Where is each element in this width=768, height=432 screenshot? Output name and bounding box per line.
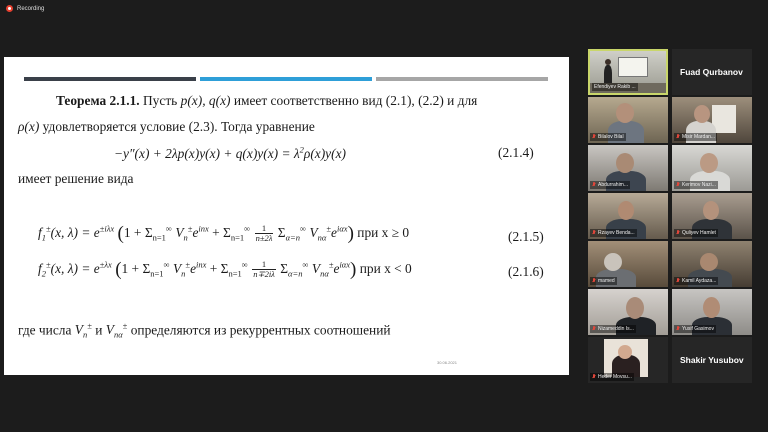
participant-name-bar bbox=[590, 277, 617, 285]
theorem-last-line: где числа $V_n^\pm$ и $V_{n\alpha}^\pm$ определяются из рекуррентных соотношений bbox=[18, 321, 391, 341]
muted-mic-icon bbox=[676, 230, 680, 236]
muted-mic-icon bbox=[592, 278, 596, 284]
participant-name: Yusif Gasimov bbox=[682, 326, 714, 332]
line2-math: ρ(x) bbox=[18, 119, 40, 134]
recording-indicator[interactable] bbox=[6, 5, 44, 12]
participant-tile-yusif[interactable] bbox=[672, 289, 752, 335]
participant-tile-heder[interactable] bbox=[588, 337, 668, 383]
muted-mic-icon bbox=[592, 182, 596, 188]
participant-tile-bilalov[interactable] bbox=[588, 97, 668, 143]
equation-number-2: (2.1.5) bbox=[508, 229, 544, 244]
line1-text-b: имеет соответственно вид (2.1), (2.2) и для bbox=[233, 93, 478, 108]
participant-name-bar bbox=[590, 133, 626, 141]
participant-name: Heder Movsu... bbox=[598, 374, 632, 380]
participant-name-bar bbox=[674, 277, 718, 285]
muted-mic-icon bbox=[592, 134, 596, 140]
recording-label: Recording bbox=[17, 5, 45, 12]
equation-2-1-4: $-y''(x) + 2\lambda p(x)y(x) + q(x)y(x) = \lambda^2\rho(x)y(x)$ bbox=[114, 145, 346, 162]
participant-tile-rzayev[interactable] bbox=[588, 193, 668, 239]
theorem-line-1 bbox=[56, 93, 477, 109]
muted-mic-icon bbox=[676, 182, 680, 188]
participant-tile-quliyev[interactable] bbox=[672, 193, 752, 239]
participant-name-bar bbox=[674, 229, 718, 237]
eq3-condition: при x < 0 bbox=[359, 261, 412, 276]
last-text-a: где числа bbox=[18, 322, 72, 338]
eq2-condition: при x ≥ 0 bbox=[357, 225, 410, 240]
participant-tile-kerimov[interactable] bbox=[672, 145, 752, 191]
muted-mic-icon bbox=[676, 278, 680, 284]
equation-2-1-6: $f_2^\pm(x$, $\lambda) = e^{\pm\lambda x}$ ($1 + \Sigma_{n=1}^\infty$ $V_n^\pm e^{inx} + \Sigma_{n=1}^\infty$ $\frac{1}{n\mp 2i\lambda}$ $\Sigma_{\alpha=n}^\infty$ $V_{n\alpha}^\pm e^{i\alpha x}$) при x < 0 bbox=[38, 259, 412, 280]
theorem-line-3: имеет решение вида bbox=[18, 171, 134, 186]
participant-name-bar bbox=[590, 373, 634, 381]
participant-tile-nizameddin[interactable] bbox=[588, 289, 668, 335]
line1-math: p(x), q(x) bbox=[180, 93, 231, 108]
equation-2-1-5: $f_1^\pm(x$, $\lambda) = e^{\pm i\lambda x}$ ($1 + \Sigma_{n=1}^\infty$ $V_n^\pm e^{inx} + \Sigma_{n=1}^\infty$ $\frac{1}{n\pm 2\lambda}$ $\Sigma_{\alpha=n}^\infty$ $V_{n\alpha}^\pm e^{i\alpha x}$) при x ≥ 0 bbox=[38, 223, 410, 244]
participant-tile-kamil[interactable] bbox=[672, 241, 752, 287]
participant-name: Fuad Qurbanov bbox=[680, 67, 743, 77]
theorem-title: Теорема 2.1.1. bbox=[56, 93, 140, 108]
slide-bar-blue bbox=[200, 77, 372, 81]
line2-text: удовлетворяется условие (2.3). Тогда уравнение bbox=[42, 119, 315, 134]
muted-mic-icon bbox=[676, 326, 680, 332]
muted-mic-icon bbox=[676, 134, 680, 140]
participant-name: mamed bbox=[598, 278, 615, 284]
participant-name-bar bbox=[592, 83, 638, 91]
participant-name: Shakir Yusubov bbox=[680, 355, 744, 365]
participant-tile-misir[interactable] bbox=[672, 97, 752, 143]
participant-tile-efendiyev[interactable] bbox=[588, 49, 668, 95]
participant-name-bar bbox=[590, 229, 637, 237]
participant-tile-abdurrahim[interactable] bbox=[588, 145, 668, 191]
muted-mic-icon bbox=[592, 326, 596, 332]
participant-name-bar bbox=[674, 181, 718, 189]
participant-tile-mamed[interactable] bbox=[588, 241, 668, 287]
last-and: и bbox=[95, 322, 103, 338]
participant-name: Bilalov Bilal bbox=[598, 134, 624, 140]
participant-name: Rzayev Benda... bbox=[598, 230, 635, 236]
slide-bar-dark bbox=[24, 77, 196, 81]
participant-name: Nizameddin Is... bbox=[598, 326, 634, 332]
participant-name-bar bbox=[590, 181, 630, 189]
participant-name: Abdurrahim... bbox=[598, 182, 629, 188]
theorem-line-2 bbox=[18, 119, 315, 135]
muted-mic-icon bbox=[592, 230, 596, 236]
participant-tile-shakir[interactable] bbox=[672, 337, 752, 383]
participant-name: Kerimov Nazi... bbox=[682, 182, 716, 188]
muted-mic-icon bbox=[592, 374, 596, 380]
slide-date: 30.06.2021 bbox=[436, 360, 457, 365]
participant-name-bar bbox=[674, 325, 716, 333]
slide-bar-gray bbox=[376, 77, 548, 81]
equation-number-3: (2.1.6) bbox=[508, 264, 544, 279]
line1-text-a: Пусть bbox=[143, 93, 178, 108]
participant-name: Misir Mardan... bbox=[682, 134, 716, 140]
participant-name: Kamil Aydaza... bbox=[682, 278, 717, 284]
participant-tile-fuad[interactable] bbox=[672, 49, 752, 95]
shared-slide bbox=[4, 57, 569, 375]
participant-name-bar bbox=[674, 133, 717, 141]
participant-name: Efendiyev Rakib ... bbox=[594, 84, 636, 90]
last-text-b: определяются из рекуррентных соотношений bbox=[130, 322, 391, 338]
equation-number-1: (2.1.4) bbox=[498, 145, 534, 160]
participant-name-bar bbox=[590, 325, 636, 333]
record-icon bbox=[6, 5, 13, 12]
participant-name: Quliyev Hamlet bbox=[682, 230, 716, 236]
